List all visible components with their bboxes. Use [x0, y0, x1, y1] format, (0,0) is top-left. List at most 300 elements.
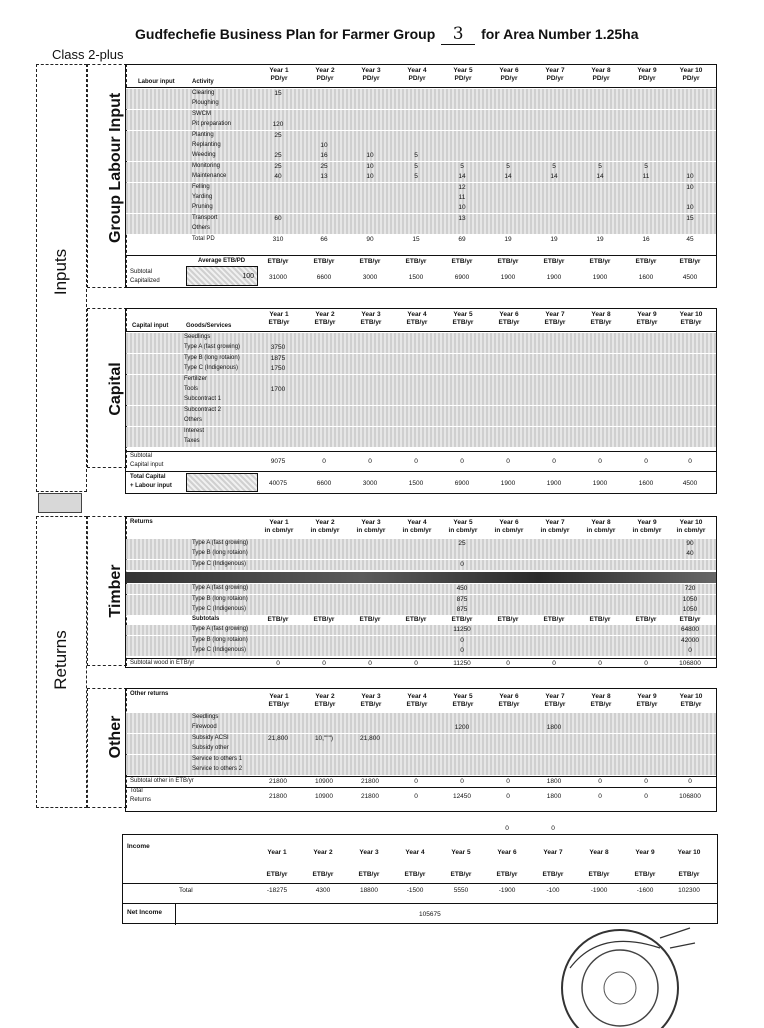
labour-row-cell: 10: [366, 162, 374, 170]
timber-etb-unit: ETB/yr: [543, 616, 565, 624]
timber-header-year-unit: in cbm/yr: [586, 527, 616, 534]
timber-value-row: [126, 636, 716, 646]
title-suffix: for Area Number 1.25ha: [481, 26, 639, 42]
other-header-year-unit: ETB/yr: [360, 701, 382, 708]
labour-row: [126, 131, 716, 141]
timber-subtotal-row: [126, 659, 716, 669]
labour-input-table: [125, 64, 717, 288]
labour-row-cell: 66: [320, 235, 328, 243]
timber-value-row: [126, 625, 716, 635]
capital-total-cell: 1900: [546, 480, 562, 487]
capital-row-label: Tools: [184, 386, 199, 392]
capital-row: [126, 343, 716, 353]
timber-header-year-label: Year 8: [591, 519, 611, 526]
timber-header-year-label: Year 2: [315, 519, 335, 526]
capital-total-cell: 1900: [500, 480, 516, 487]
timber-volume-row-cell: 40: [686, 550, 694, 558]
labour-row-label: Monitoring: [192, 162, 221, 169]
timber-etb-unit: ETB/yr: [679, 616, 701, 624]
capital-header-year-8: [578, 311, 624, 327]
labour-header-year-label: Year 5: [453, 67, 473, 74]
other-row-label: Seedlings: [192, 714, 219, 720]
capital-row: [126, 333, 716, 343]
labour-row: [126, 235, 716, 245]
capital-subtotal-row: [126, 457, 716, 467]
labour-row-cell: 11: [458, 194, 466, 201]
timber-value-row-cell: 11250: [453, 626, 471, 634]
capital-row: [126, 354, 716, 364]
group-labour-side-label: Group Labour Input: [107, 92, 124, 243]
timber-header-year-label: Year 6: [499, 519, 519, 526]
labour-row-cell: 13: [458, 214, 466, 222]
income-unit: ETB/yr: [496, 871, 518, 878]
capital-row-label: Others: [184, 417, 203, 424]
labour-etb-unit: ETB/yr: [359, 258, 381, 265]
timber-price-row-cell: 875: [456, 606, 468, 613]
timber-etb-unit: ETB/yr: [451, 616, 473, 624]
timber-header-year-label: Year 4: [407, 519, 427, 526]
other-row: [126, 734, 716, 744]
other-header-year-7: [532, 693, 578, 709]
avg-etb-value: 100: [242, 273, 254, 280]
capital-subtotal-cell: 0: [368, 458, 372, 465]
other-subtotal-cell: 10900: [314, 778, 334, 786]
other-header-year-6: [486, 693, 532, 709]
labour-col-head-a: Labour input: [138, 79, 175, 85]
other-total-cell: 1800: [546, 793, 562, 801]
income-total-cell: -1900: [590, 887, 608, 894]
income-unit: ETB/yr: [312, 871, 334, 878]
income-rule-2: [123, 903, 717, 904]
other-row-cell: 21,800: [360, 734, 380, 742]
labour-row-cell: 120: [272, 121, 284, 129]
income-total-cell: 4300: [315, 887, 331, 894]
timber-header-year-unit: in cbm/yr: [310, 527, 340, 534]
labour-header-year-unit: PD/yr: [500, 75, 518, 82]
labour-row-cell: 5: [552, 162, 556, 170]
capital-header-year-7: [532, 311, 578, 327]
other-row-label: Service to others 1: [192, 755, 243, 762]
other-total-label-2: Returns: [130, 797, 152, 804]
labour-header-year-5: [440, 67, 486, 83]
other-total-cell: 0: [506, 793, 510, 801]
labour-row-cell: 5: [414, 162, 418, 170]
labour-etb-unit: ETB/yr: [451, 258, 473, 265]
timber-col-head-a: Returns: [130, 519, 153, 525]
other-header-year-unit: ETB/yr: [680, 701, 702, 708]
returns-side-label: Returns: [51, 630, 70, 690]
labour-row-label: Planting: [192, 131, 214, 138]
timber-price-row-cell: 1050: [682, 606, 698, 613]
labour-header-year-3: [348, 67, 394, 83]
timber-value-row-cell: 0: [460, 647, 464, 655]
timber-etb-unit: ETB/yr: [313, 616, 335, 624]
labour-row-cell: 5: [414, 152, 418, 160]
timber-price-row-cell: 450: [456, 585, 468, 593]
other-header-year-8: [578, 693, 624, 709]
income-table: [122, 834, 718, 924]
capital-row-cell: 1750: [270, 365, 286, 373]
capital-header-year-label: Year 4: [407, 311, 427, 318]
labour-row-label: Felling: [192, 183, 210, 190]
labour-row-cell: 25: [274, 162, 282, 170]
labour-header-year-unit: PD/yr: [682, 75, 700, 82]
labour-header-year-label: Year 8: [591, 67, 611, 74]
labour-row-cell: 15: [686, 214, 694, 222]
labour-row-cell: 5: [598, 162, 602, 170]
capital-header-year-3: [348, 311, 394, 327]
other-subtotal-cell: 0: [644, 778, 648, 786]
labour-header-year-unit: PD/yr: [546, 75, 564, 82]
other-header-year-label: Year 4: [407, 693, 427, 700]
labour-row-cell: 14: [550, 173, 558, 181]
labour-row: [126, 224, 716, 234]
income-total-cell: -1900: [498, 887, 516, 894]
other-header-year-3: [348, 693, 394, 709]
other-total-cell: 10900: [314, 793, 334, 801]
timber-etb-unit: ETB/yr: [267, 616, 289, 624]
capital-header-year-label: Year 2: [315, 311, 335, 318]
other-total-cell: 21800: [360, 793, 380, 801]
labour-row-cell: 10: [686, 173, 694, 181]
other-header-year-4: [394, 693, 440, 709]
labour-row-cell: 60: [274, 214, 282, 222]
timber-value-row-cell: 64800: [680, 626, 700, 634]
capital-total-cell: 4500: [682, 480, 698, 487]
other-header-year-unit: ETB/yr: [590, 701, 612, 708]
other-subtotal-row: [126, 777, 716, 787]
labour-row-cell: 25: [320, 162, 328, 170]
income-total-cell: 5550: [453, 887, 469, 894]
capital-row: [126, 437, 716, 447]
other-header-year-5: [440, 693, 486, 709]
labour-row-cell: 14: [596, 173, 604, 181]
capital-header-year-1: [256, 311, 302, 327]
other-total-cell: 0: [598, 793, 602, 801]
income-year-label: Year 10: [677, 849, 701, 856]
capital-header-year-label: Year 8: [591, 311, 611, 318]
labour-etb-unit: ETB/yr: [635, 258, 657, 265]
income-unit: ETB/yr: [634, 871, 656, 878]
other-header-year-unit: ETB/yr: [498, 701, 520, 708]
income-year-label: Year 8: [589, 849, 609, 856]
timber-subtotals-label: Subtotals: [192, 616, 220, 623]
capital-total-label-1: Total Capital: [130, 474, 166, 480]
timber-value-row-cell: 42000: [680, 636, 700, 644]
income-year-label: Year 9: [635, 849, 655, 856]
other-subtotal-label: Subtotal other in ETB/yr: [130, 778, 194, 785]
labour-header-year-label: Year 6: [499, 67, 519, 74]
timber-header-year-7: [532, 519, 578, 535]
labour-row-label: Total PD: [192, 235, 215, 242]
timber-price-row-label: Type C (Indigenous): [192, 606, 247, 612]
capital-row-label: Type B (long rotaion): [184, 354, 240, 361]
timber-value-row-cell: 0: [688, 647, 692, 655]
timber-header-year-6: [486, 519, 532, 535]
timber-volume-row: [126, 549, 716, 559]
labour-row-cell: 10: [686, 204, 694, 212]
labour-subtotal-cell: 4500: [682, 274, 698, 281]
labour-row: [126, 193, 716, 203]
other-header-year-label: Year 9: [637, 693, 657, 700]
other-header-year-unit: ETB/yr: [314, 701, 336, 708]
other-row: [126, 755, 716, 765]
timber-header-year-label: Year 3: [361, 519, 381, 526]
labour-row-label: Pruning: [192, 204, 213, 211]
labour-row-label: Maintenance: [192, 173, 227, 180]
labour-row-label: SWCM: [192, 110, 211, 117]
other-header-year-1: [256, 693, 302, 709]
other-side-label: Other: [107, 715, 124, 759]
labour-subtotal-cell: 3000: [362, 274, 378, 281]
capital-header-year-6: [486, 311, 532, 327]
capital-row-cell: 3750: [270, 344, 286, 352]
other-row-label: Subsidy ACSI: [192, 734, 229, 741]
labour-row: [126, 183, 716, 193]
labour-header-year-label: Year 1: [269, 67, 289, 74]
other-total-cell: 12450: [452, 793, 472, 801]
timber-header-year-unit: in cbm/yr: [448, 527, 478, 534]
income-year-label: Year 7: [543, 849, 563, 856]
capital-total-cell: 6900: [454, 480, 470, 487]
timber-side-label: Timber: [107, 564, 124, 618]
labour-row-cell: 10: [320, 142, 328, 149]
timber-header-year-unit: in cbm/yr: [540, 527, 570, 534]
labour-subtotal-cell: 1600: [638, 274, 654, 281]
labour-row: [126, 214, 716, 224]
income-total-cell: -18275: [266, 887, 288, 894]
labour-etb-unit: ETB/yr: [405, 258, 427, 265]
capital-head-rule: [126, 331, 716, 332]
timber-etb-unit: ETB/yr: [589, 616, 611, 624]
labour-row-cell: 10: [366, 152, 374, 160]
timber-header-year-9: [624, 519, 670, 535]
other-subtotal-cell: 1800: [546, 778, 562, 786]
timber-header-year-label: Year 7: [545, 519, 565, 526]
labour-row-cell: 5: [460, 162, 464, 170]
timber-price-row-cell: 875: [456, 595, 468, 603]
capital-subtotal-cell: 0: [598, 458, 602, 465]
timber-header-year-unit: in cbm/yr: [494, 527, 524, 534]
labour-row-label: Yarding: [192, 194, 213, 200]
labour-row-cell: 14: [504, 173, 512, 181]
other-total-cell: 21800: [268, 793, 288, 801]
timber-header-year-label: Year 9: [637, 519, 657, 526]
capital-header-year-label: Year 5: [453, 311, 473, 318]
labour-row: [126, 110, 716, 120]
labour-subtotal-row: [126, 273, 716, 283]
class-label: Class 2-plus: [52, 47, 124, 62]
income-year-label: Year 5: [451, 849, 471, 856]
capital-header-year-unit: ETB/yr: [406, 319, 428, 326]
other-row-label: Firewood: [192, 724, 217, 731]
timber-subtotal-label: Subtotal wood in ETB/yr: [130, 659, 195, 666]
labour-header-year-unit: PD/yr: [316, 75, 334, 82]
labour-subtotal-cell: 6900: [454, 274, 470, 281]
labour-header-year-7: [532, 67, 578, 83]
timber-header-year-3: [348, 519, 394, 535]
income-unit: ETB/yr: [542, 871, 564, 878]
other-row-label: Service to others 2: [192, 766, 243, 772]
capital-subtotal-cell: 0: [414, 458, 418, 465]
labour-row-label: Ploughing: [192, 100, 219, 107]
other-header-year-label: Year 2: [315, 693, 335, 700]
other-total-label-1: Total: [130, 788, 143, 795]
capital-subtotal-cell: 9075: [270, 458, 286, 465]
capital-row-label: Interest: [184, 427, 205, 434]
capital-subtotal-cell: 0: [688, 458, 692, 465]
capital-header-year-9: [624, 311, 670, 327]
labour-header-year-unit: PD/yr: [638, 75, 656, 82]
income-unit: ETB/yr: [404, 871, 426, 878]
income-unit: ETB/yr: [678, 871, 700, 878]
timber-header-year-5: [440, 519, 486, 535]
other-row: [126, 765, 716, 775]
other-row-cell: 1200: [454, 724, 470, 732]
capital-subtotal-cell: 0: [552, 458, 556, 465]
other-row: [126, 744, 716, 754]
capital-input-table: [125, 308, 717, 494]
capital-header-year-10: [668, 311, 714, 327]
timber-value-row-label: Type C (Indigenous): [192, 647, 247, 654]
timber-volume-row-label: Type A (fast growing): [192, 540, 249, 546]
labour-header-year-4: [394, 67, 440, 83]
other-total-cell: 0: [644, 793, 648, 801]
timber-subtotal-cell: 0: [598, 659, 602, 667]
timber-header-year-unit: in cbm/yr: [356, 527, 386, 534]
labour-row-cell: 19: [504, 235, 512, 243]
capital-header-year-label: Year 1: [269, 311, 289, 318]
timber-subtotal-cell: 0: [644, 659, 648, 667]
labour-row-cell: 5: [644, 162, 648, 170]
labour-etb-unit: ETB/yr: [679, 258, 701, 265]
labour-row: [126, 141, 716, 151]
labour-row-cell: 25: [274, 152, 282, 160]
labour-subtotal-label-1: Subtotal: [130, 269, 153, 275]
capital-subtotal-label-1: Subtotal: [130, 453, 153, 459]
labour-subtotal-label-2: Capitalized: [130, 278, 160, 284]
labour-row-cell: 45: [686, 235, 694, 243]
other-row: [126, 713, 716, 723]
page-title: [135, 24, 639, 45]
labour-row-label: Others: [192, 225, 211, 232]
timber-subtotal-cell: 106800: [679, 659, 701, 667]
labour-subtotal-cell: 1900: [500, 274, 516, 281]
labour-row: [126, 151, 716, 161]
capital-header-year-unit: ETB/yr: [268, 319, 290, 326]
capital-row: [126, 385, 716, 395]
other-header-year-label: Year 8: [591, 693, 611, 700]
other-subtotal-cell: 21800: [360, 778, 380, 786]
timber-value-row-label: Type B (long rotaion): [192, 636, 248, 643]
labour-row-cell: 10: [458, 204, 466, 212]
capital-header-year-2: [302, 311, 348, 327]
timber-price-row: [126, 595, 716, 605]
other-header-year-10: [668, 693, 714, 709]
other-header-year-label: Year 10: [679, 693, 703, 700]
other-total-cell: 0: [414, 793, 418, 801]
labour-header-year-2: [302, 67, 348, 83]
other-header-year-9: [624, 693, 670, 709]
timber-volume-row: [126, 560, 716, 570]
other-subtotal-cell: 21800: [268, 778, 288, 786]
timber-subtotal-cell: 0: [322, 659, 326, 667]
timber-value-row-cell: 0: [460, 636, 464, 644]
income-year-label: Year 1: [267, 849, 287, 856]
labour-row-label: Replanting: [192, 142, 221, 148]
income-total-cell: 102300: [678, 887, 700, 894]
other-row-cell: 21,800: [268, 734, 288, 742]
tab-marker: [38, 493, 82, 513]
timber-etb-unit: ETB/yr: [635, 616, 657, 624]
capital-header-year-unit: ETB/yr: [452, 319, 474, 326]
labour-row-cell: 13: [320, 173, 328, 181]
timber-dark-band: [126, 572, 716, 583]
labour-etb-unit: ETB/yr: [497, 258, 519, 265]
income-rule-1: [123, 883, 717, 884]
timber-subtotal-cell: 0: [414, 659, 418, 667]
capital-subtotal-cell: 0: [644, 458, 648, 465]
timber-header-year-unit: in cbm/yr: [264, 527, 294, 534]
timber-header-year-unit: in cbm/yr: [632, 527, 662, 534]
capital-subtotal-cell: 0: [460, 458, 464, 465]
labour-header-year-8: [578, 67, 624, 83]
labour-row-cell: 15: [274, 90, 282, 97]
other-header-year-2: [302, 693, 348, 709]
capital-col-head-a: Capital input: [132, 323, 169, 329]
other-header-year-unit: ETB/yr: [268, 701, 290, 708]
timber-header-year-4: [394, 519, 440, 535]
timber-header-year-label: Year 10: [679, 519, 703, 526]
labour-row-cell: 16: [642, 235, 650, 243]
capital-row-label: Fertilizer: [184, 375, 208, 382]
labour-header-year-unit: PD/yr: [408, 75, 426, 82]
income-total-cell: 18800: [359, 887, 379, 894]
other-header-year-unit: ETB/yr: [452, 701, 474, 708]
capital-row-cell: 1700: [270, 386, 286, 393]
timber-volume-row: [126, 539, 716, 549]
labour-header-year-unit: PD/yr: [454, 75, 472, 82]
labour-header-year-label: Year 7: [545, 67, 565, 74]
timber-subtotal-cell: 11250: [453, 659, 471, 667]
capital-row: [126, 427, 716, 437]
income-total-cell: -1600: [636, 887, 654, 894]
other-header-year-label: Year 6: [499, 693, 519, 700]
capital-header-year-label: Year 7: [545, 311, 565, 318]
labour-header-year-label: Year 10: [679, 67, 703, 74]
capital-row-cell: 1875: [270, 354, 286, 362]
timber-volume-row-cell: 25: [458, 540, 466, 547]
timber-header-year-10: [668, 519, 714, 535]
labour-row: [126, 99, 716, 109]
labour-subtotal-cell: 1900: [592, 274, 608, 281]
labour-row-cell: 10: [686, 183, 694, 191]
capital-header-year-unit: ETB/yr: [498, 319, 520, 326]
capital-total-rule: [126, 471, 716, 472]
labour-row: [126, 203, 716, 213]
capital-row: [126, 416, 716, 426]
labour-head-rule: [126, 87, 716, 88]
other-header-year-label: Year 5: [453, 693, 473, 700]
capital-total-cell: 1500: [408, 480, 424, 487]
labour-header-year-9: [624, 67, 670, 83]
labour-row-label: Transport: [192, 214, 218, 221]
group-number[interactable]: 3: [441, 24, 475, 45]
timber-price-row-cell: 1050: [682, 595, 698, 603]
labour-subtotal-cell: 1900: [546, 274, 562, 281]
capital-row-label: Subcontract 1: [184, 396, 222, 403]
capital-side-label: Capital: [107, 362, 124, 416]
